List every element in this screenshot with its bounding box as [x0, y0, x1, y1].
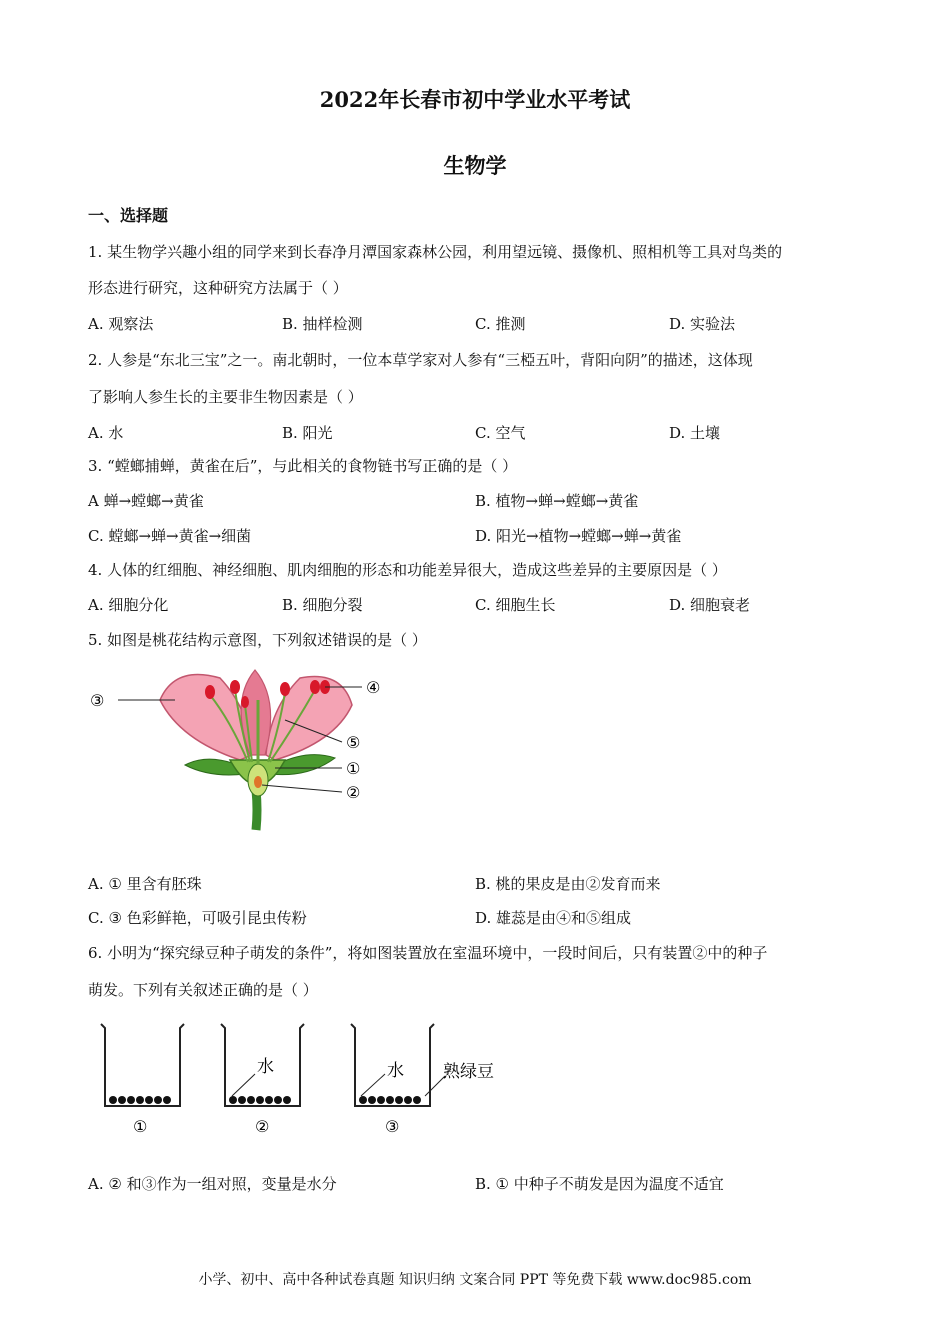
label-3: ③ [90, 691, 105, 710]
q3-option-d: D. 阳光→植物→螳螂→蝉→黄雀 [475, 527, 682, 545]
q6-stem-line2: 萌发。下列有关叙述正确的是（ ） [88, 981, 318, 999]
q5-stem: 5. 如图是桃花结构示意图，下列叙述错误的是（ ） [88, 631, 427, 649]
q1-stem-line1: 1. 某生物学兴趣小组的同学来到长春净月潭国家森林公园，利用望远镜、摄像机、照相机等工具对鸟类的 [88, 243, 783, 261]
label-1: ① [346, 759, 361, 778]
beaker-1 [101, 1024, 184, 1136]
q1-stem-line2: 形态进行研究，这种研究方法属于（ ） [88, 279, 348, 297]
water-label-2: 水 [257, 1057, 274, 1077]
beans-label: 熟绿豆 [443, 1062, 494, 1082]
q6-option-a: A. ② 和③作为一组对照，变量是水分 [88, 1175, 337, 1193]
q6-stem-line1: 6. 小明为“探究绿豆种子萌发的条件”，将如图装置放在室温环境中，一段时间后，只有装置②中的种子 [88, 944, 768, 962]
label-4: ④ [366, 678, 381, 697]
label-2: ② [346, 783, 361, 802]
subject-title: 生物学 [443, 153, 507, 178]
peach-flower-diagram [80, 660, 400, 835]
q3-option-c: C. 螳螂→蝉→黄雀→细菌 [88, 527, 252, 545]
q3-stem: 3. “螳螂捕蝉，黄雀在后”，与此相关的食物链书写正确的是（ ） [88, 457, 518, 475]
ovule [254, 776, 262, 788]
q4-option-a: A. 细胞分化 [88, 596, 169, 614]
q4-option-c: C. 细胞生长 [475, 596, 556, 614]
beaker-label-2: ② [255, 1117, 270, 1136]
page-title: 2022年长春市初中学业水平考试 [319, 87, 631, 112]
beaker-3 [351, 1024, 494, 1136]
beaker-label-1: ① [133, 1117, 148, 1136]
q2-stem-line2: 了影响人参生长的主要非生物因素是（ ） [88, 388, 363, 406]
beaker-label-3: ③ [385, 1117, 400, 1136]
section-heading: 一、选择题 [88, 206, 169, 225]
page-footer: 小学、初中、高中各种试卷真题 知识归纳 文案合同 PPT 等免费下载 www.doc985.com [198, 1272, 752, 1288]
water-label-3: 水 [387, 1061, 404, 1081]
q5-option-c: C. ③ 色彩鲜艳，可吸引昆虫传粉 [88, 909, 307, 927]
q6-option-b: B. ① 中种子不萌发是因为温度不适宜 [475, 1175, 724, 1193]
q1-option-b: B. 抽样检测 [282, 315, 363, 333]
q5-option-a: A. ① 里含有胚珠 [88, 875, 202, 893]
q2-option-d: D. 土壤 [669, 424, 721, 442]
germination-beakers-diagram [95, 1018, 515, 1143]
q3-option-b: B. 植物→蝉→螳螂→黄雀 [475, 492, 639, 510]
q1-option-d: D. 实验法 [669, 315, 736, 333]
q4-option-b: B. 细胞分裂 [282, 596, 363, 614]
q1-option-a: A. 观察法 [88, 315, 154, 333]
q5-option-d: D. 雄蕊是由④和⑤组成 [475, 909, 632, 927]
q2-option-c: C. 空气 [475, 424, 526, 442]
q4-option-d: D. 细胞衰老 [669, 596, 751, 614]
q2-option-a: A. 水 [88, 424, 124, 442]
label-5: ⑤ [346, 733, 361, 752]
q4-stem: 4. 人体的红细胞、神经细胞、肌肉细胞的形态和功能差异很大，造成这些差异的主要原因是（ ） [88, 561, 727, 579]
beaker-2 [221, 1024, 304, 1136]
q5-option-b: B. 桃的果皮是由②发育而来 [475, 875, 661, 893]
q2-option-b: B. 阳光 [282, 424, 333, 442]
q3-option-a: A 蝉→螳螂→黄雀 [88, 492, 204, 510]
q1-option-c: C. 推测 [475, 315, 526, 333]
q2-stem-line1: 2. 人参是“东北三宝”之一。南北朝时，一位本草学家对人参有“三椏五叶，背阳向阴”的描述，这体现 [88, 351, 753, 369]
